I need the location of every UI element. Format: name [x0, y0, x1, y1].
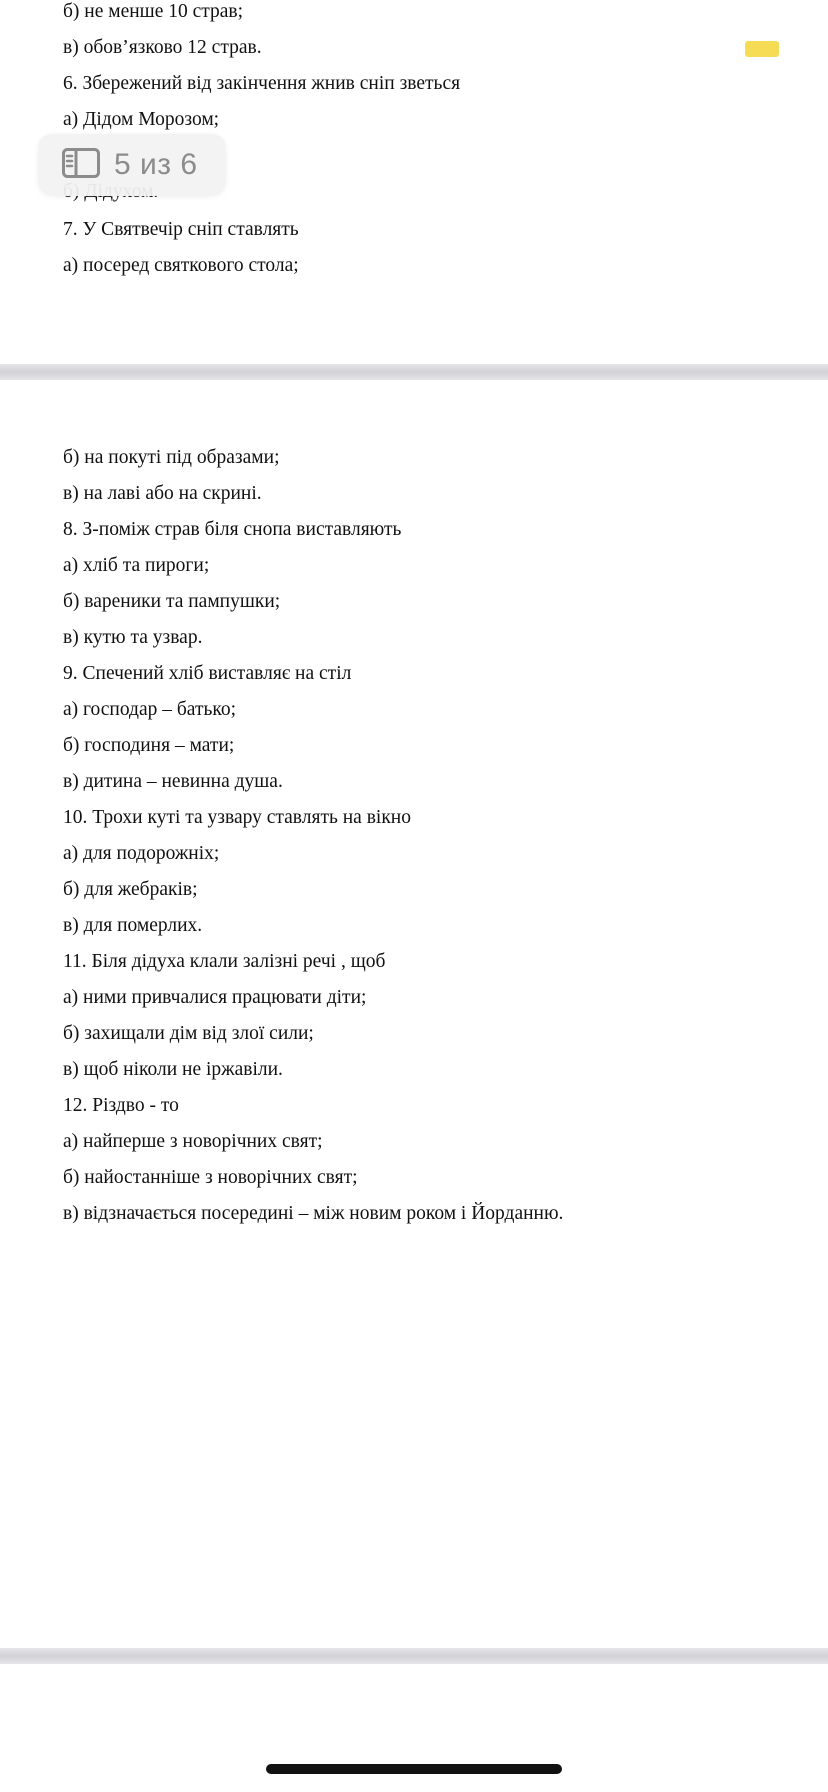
text-line: 10. Трохи куті та узвару ставлять на вікно [63, 807, 411, 828]
text-line: в) на лаві або на скрині. [63, 483, 262, 504]
text-line: а) Дідом Морозом; [63, 109, 220, 130]
page-separator [0, 1648, 828, 1664]
text-line: 9. Спечений хліб виставляє на стіл [63, 663, 352, 684]
page-counter-badge[interactable] [38, 134, 226, 196]
highlight-marker [745, 41, 779, 57]
text-line: 6. Збережений від закінчення жнив сніп зветься [63, 73, 461, 94]
text-line: в) для померлих. [63, 915, 203, 936]
text-line: а) посеред святкового стола; [63, 255, 299, 276]
text-line: 7. У Святвечір сніп ставлять [63, 219, 299, 240]
text-line: в) відзначається посередині – між новим роком і Йорданню. [63, 1203, 564, 1224]
text-line: б) не менше 10 страв; [63, 1, 244, 22]
text-line: 8. З-поміж страв біля снопа виставляють [63, 519, 402, 540]
text-line: в) обов’язково 12 страв. [63, 37, 262, 58]
document-page-6 [0, 380, 828, 1648]
home-indicator[interactable] [266, 1764, 562, 1774]
text-line: 11. Біля дідуха клали залізні речі , щоб [63, 951, 386, 972]
sidebar-book-icon [62, 148, 100, 183]
text-line: в) кутю та узвар. [63, 627, 203, 648]
text-line: а) найперше з новорічних свят; [63, 1131, 323, 1152]
text-line: 12. Різдво - то [63, 1095, 179, 1116]
text-line: б) вареники та пампушки; [63, 591, 281, 612]
text-line: б) найостанніше з новорічних свят; [63, 1167, 358, 1188]
text-line: б) для жебраків; [63, 879, 198, 900]
text-line: б) господиня – мати; [63, 735, 235, 756]
text-line: а) господар – батько; [63, 699, 237, 720]
text-line: а) хліб та пироги; [63, 555, 210, 576]
text-line: в) дитина – невинна душа. [63, 771, 283, 792]
text-line: а) ними привчалися працювати діти; [63, 987, 367, 1008]
page-counter-text: 5 из 6 [114, 148, 198, 181]
text-line: б) на покуті під образами; [63, 447, 280, 468]
text-line: а) для подорожніх; [63, 843, 220, 864]
text-line: б) захищали дім від злої сили; [63, 1023, 314, 1044]
text-line: в) щоб ніколи не іржавіли. [63, 1059, 283, 1080]
page-separator [0, 364, 828, 380]
